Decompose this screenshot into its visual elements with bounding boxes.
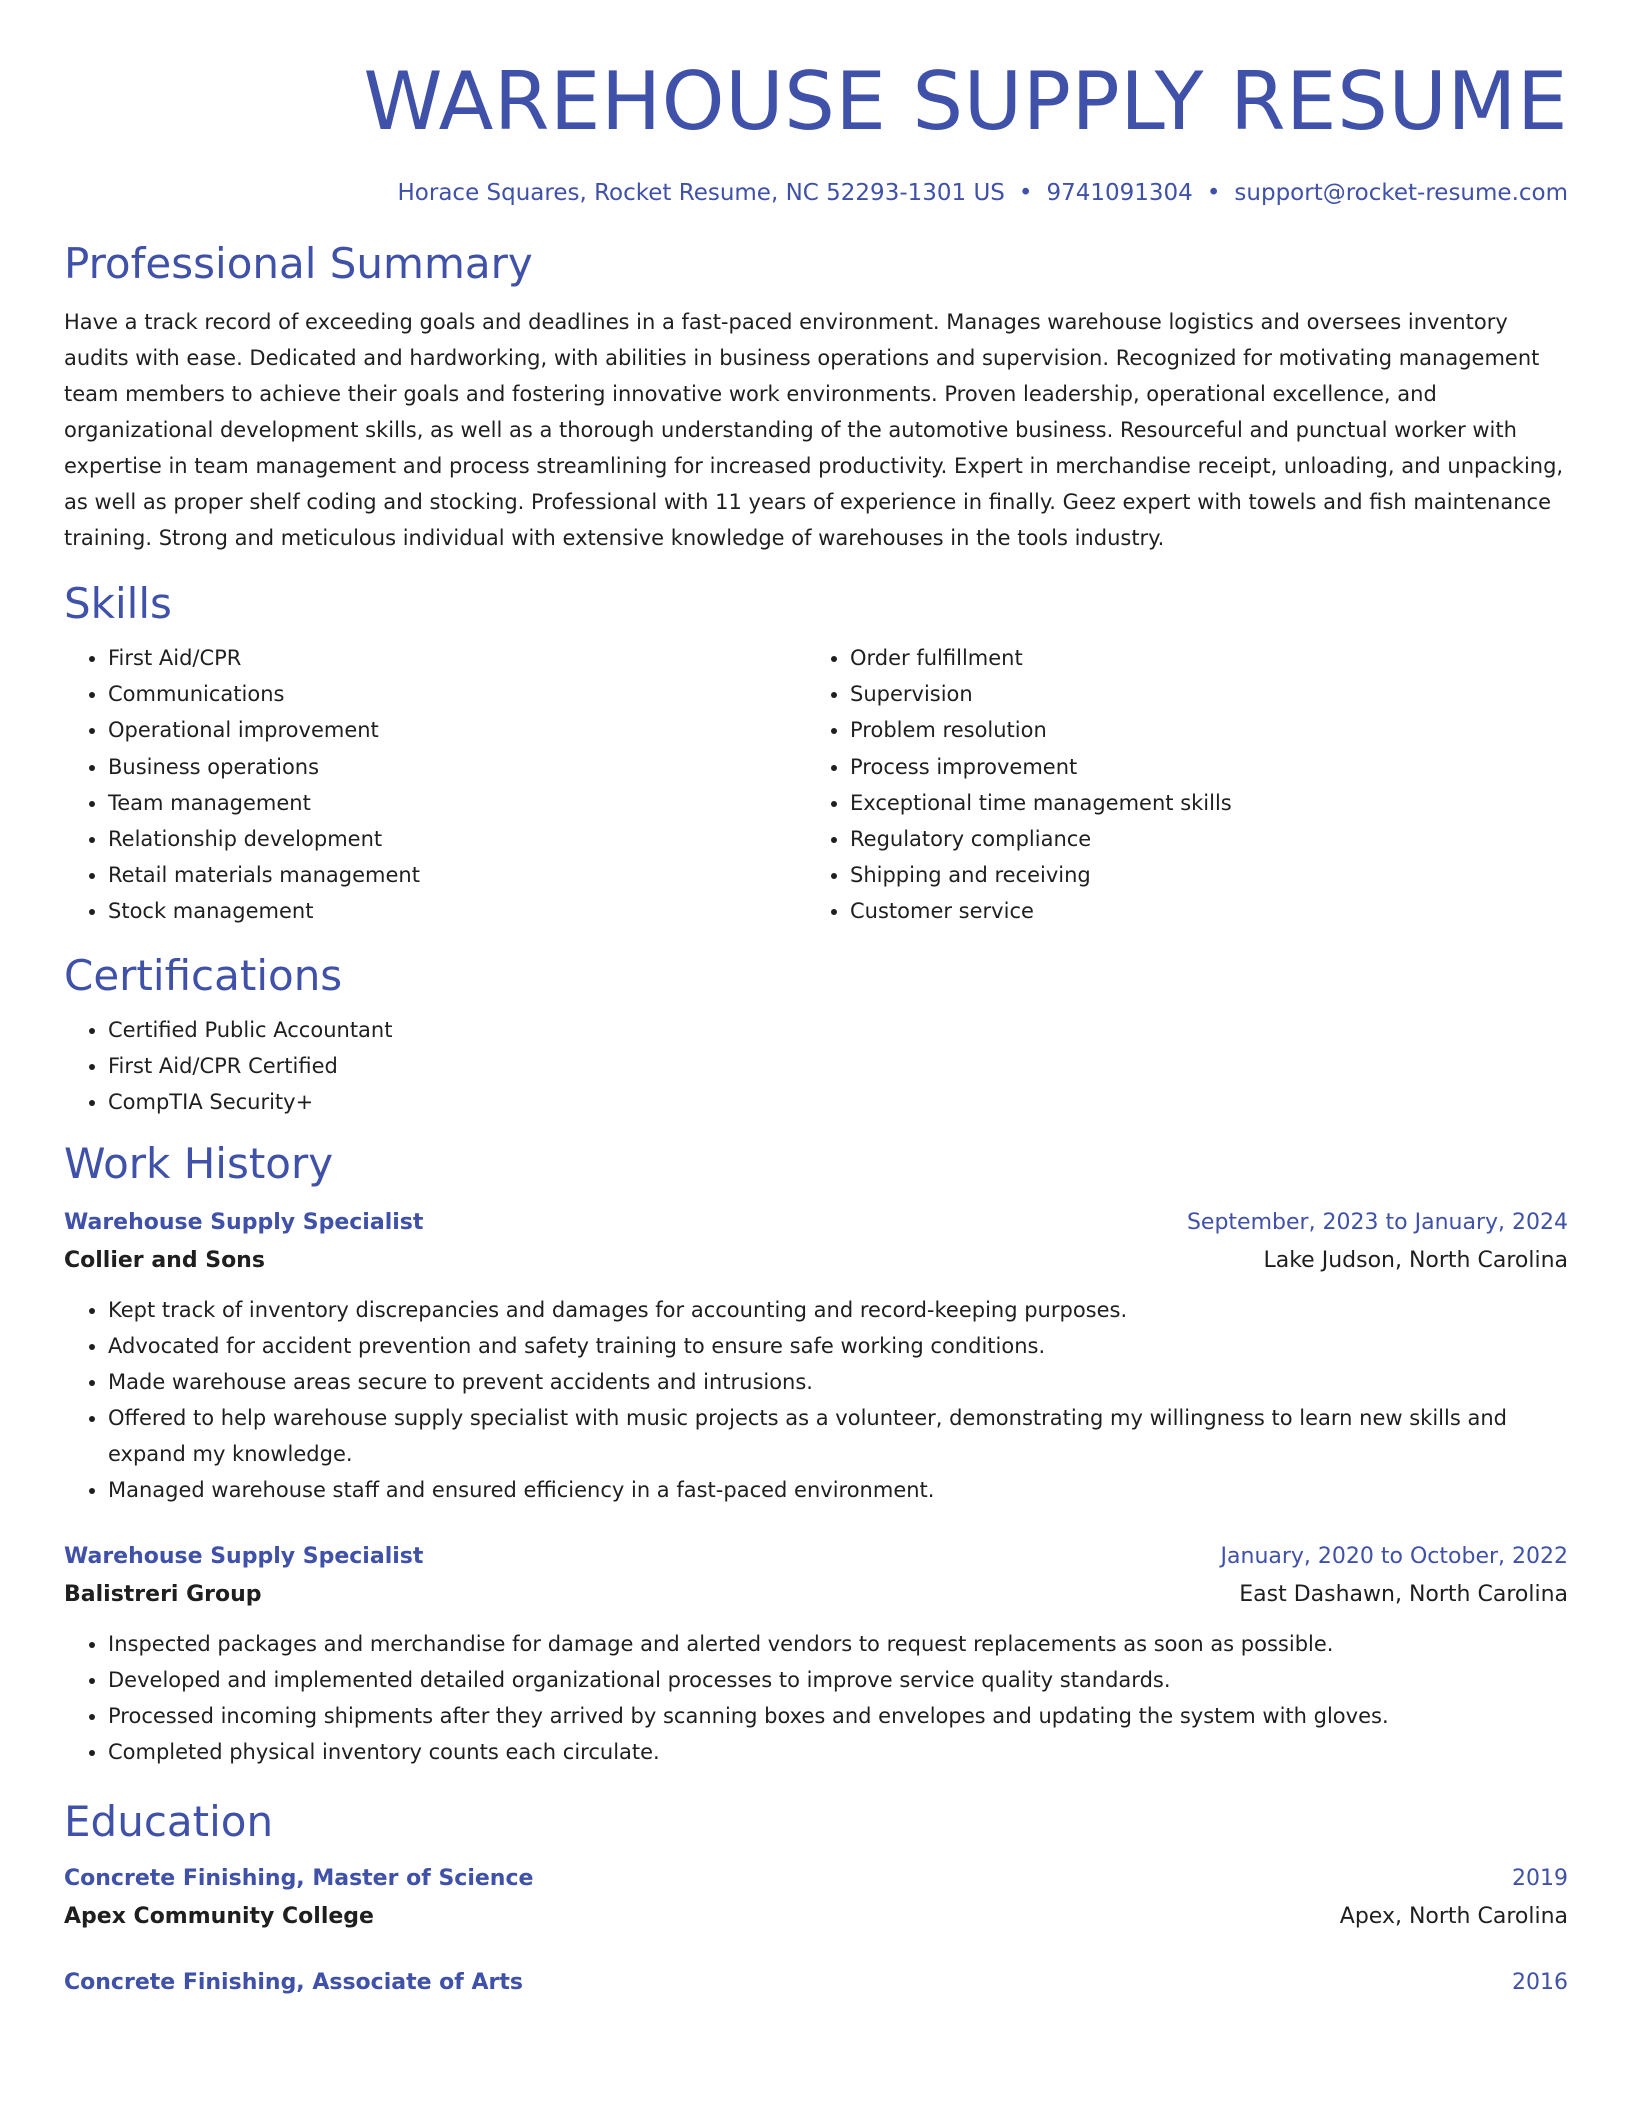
- contact-separator: •: [1206, 180, 1221, 206]
- skill-item: • Shipping and receiving: [850, 857, 1550, 893]
- job-bullet: • Developed and implemented detailed organizational processes to improve service quality standards.: [108, 1662, 1568, 1698]
- job-entry: [64, 1204, 1568, 1508]
- skill-item: • Communications: [108, 676, 806, 712]
- resume-title: WAREHOUSE SUPPLY RESUME: [363, 55, 1568, 148]
- skill-item: • Problem resolution: [850, 712, 1550, 748]
- education-degree: Concrete Finishing, Master of Science: [64, 1865, 534, 1891]
- skill-item: • Supervision: [850, 676, 1550, 712]
- job-location: Lake Judson, North Carolina: [1263, 1247, 1568, 1273]
- skill-item: • Order fulfillment: [850, 640, 1550, 676]
- skill-item: • Stock management: [108, 893, 806, 929]
- summary-text: Have a track record of exceeding goals and deadlines in a fast-paced environment. Manages warehouse logistics and oversees inventory audits with ease. Dedicated and hardworking, with abilities in business operations and supervision. Recognized for motivating management team members to achieve their goals and fostering innovative work environments. Proven leadership, operational excellence, and organizational development skills, as well as a thorough understanding of the automotive business. Resourceful and punctual worker with expertise in team management and process streamlining for increased productivity. Expert in merchandise receipt, unloading, and unpacking, as well as proper shelf coding and stocking. Professional with 11 years of experience in finally. Geez expert with towels and fish maintenance training. Strong and meticulous individual with extensive knowledge of warehouses in the tools industry.: [64, 310, 1564, 550]
- certifications-list: [64, 1012, 1568, 1120]
- education-entry: [64, 1964, 1568, 2002]
- education-year: 2019: [1512, 1865, 1568, 1891]
- education-degree: Concrete Finishing, Associate of Arts: [64, 1969, 524, 1995]
- certification-item: • CompTIA Security+: [108, 1084, 1568, 1120]
- skill-item: • Relationship development: [108, 821, 806, 857]
- education-header-row: [64, 1964, 1568, 2002]
- job-bullet: • Advocated for accident prevention and safety training to ensure safe working conditions.: [108, 1328, 1568, 1364]
- job-bullet: • Managed warehouse staff and ensured efficiency in a fast-paced environment.: [108, 1472, 1568, 1508]
- job-bullet: • Processed incoming shipments after they arrived by scanning boxes and envelopes and updating the system with gloves.: [108, 1698, 1568, 1734]
- skill-item: • Operational improvement: [108, 712, 806, 748]
- job-bullet: • Made warehouse areas secure to prevent accidents and intrusions.: [108, 1364, 1568, 1400]
- certification-item: • First Aid/CPR Certified: [108, 1048, 1568, 1084]
- job-company: Collier and Sons: [64, 1247, 265, 1273]
- skill-item: • Retail materials management: [108, 857, 806, 893]
- job-bullet: • Completed physical inventory counts each circulate.: [108, 1734, 1568, 1770]
- job-title: Warehouse Supply Specialist: [64, 1543, 424, 1569]
- contact-phone[interactable]: 9741091304: [1046, 180, 1193, 206]
- job-dates: September, 2023 to January, 2024: [1186, 1209, 1568, 1235]
- job-location: East Dashawn, North Carolina: [1239, 1581, 1568, 1607]
- summary-heading: Professional Summary: [64, 239, 533, 288]
- skills-column-left: [64, 640, 806, 930]
- contact-address: Horace Squares, Rocket Resume, NC 52293-1301 US: [397, 180, 1005, 206]
- skill-item: • First Aid/CPR: [108, 640, 806, 676]
- certifications-heading: Certifications: [64, 950, 343, 1000]
- job-company-row: [64, 1576, 1568, 1614]
- skill-item: • Regulatory compliance: [850, 821, 1550, 857]
- job-bullet: • Kept track of inventory discrepancies and damages for accounting and record-keeping purposes.: [108, 1292, 1568, 1328]
- contact-line: [64, 178, 1568, 208]
- skill-item: • Customer service: [850, 893, 1550, 929]
- job-header-row: [64, 1538, 1568, 1576]
- contact-email[interactable]: support@rocket-resume.com: [1234, 180, 1568, 206]
- skill-item: • Team management: [108, 785, 806, 821]
- education-school: Apex Community College: [64, 1903, 374, 1929]
- education-location: Apex, North Carolina: [1339, 1903, 1568, 1929]
- job-header-row: [64, 1204, 1568, 1242]
- certification-item: • Certified Public Accountant: [108, 1012, 1568, 1048]
- work-history-heading: Work History: [64, 1138, 334, 1188]
- job-company-row: [64, 1242, 1568, 1280]
- job-title: Warehouse Supply Specialist: [64, 1209, 424, 1235]
- job-bullets: [64, 1626, 1568, 1770]
- skills-column-right: [806, 640, 1550, 930]
- resume-page: [64, 0, 1568, 2002]
- education-year: 2016: [1512, 1969, 1568, 1995]
- job-bullets: [64, 1292, 1568, 1508]
- skills-heading: Skills: [64, 579, 172, 628]
- job-dates: January, 2020 to October, 2022: [1220, 1543, 1568, 1569]
- job-entry: [64, 1538, 1568, 1770]
- skill-item: • Process improvement: [850, 749, 1550, 785]
- education-school-row: [64, 1898, 1568, 1936]
- education-entry: [64, 1860, 1568, 1936]
- job-bullet: • Inspected packages and merchandise for damage and alerted vendors to request replacements as soon as possible.: [108, 1626, 1568, 1662]
- education-heading: Education: [64, 1796, 274, 1846]
- education-header-row: [64, 1860, 1568, 1898]
- contact-separator: •: [1018, 180, 1033, 206]
- job-bullet: • Offered to help warehouse supply specialist with music projects as a volunteer, demonstrating my willingness to learn new skills and expand my knowledge.: [108, 1400, 1568, 1472]
- skill-item: • Business operations: [108, 749, 806, 785]
- skill-item: • Exceptional time management skills: [850, 785, 1550, 821]
- skills-list: [64, 640, 1568, 930]
- job-company: Balistreri Group: [64, 1581, 262, 1607]
